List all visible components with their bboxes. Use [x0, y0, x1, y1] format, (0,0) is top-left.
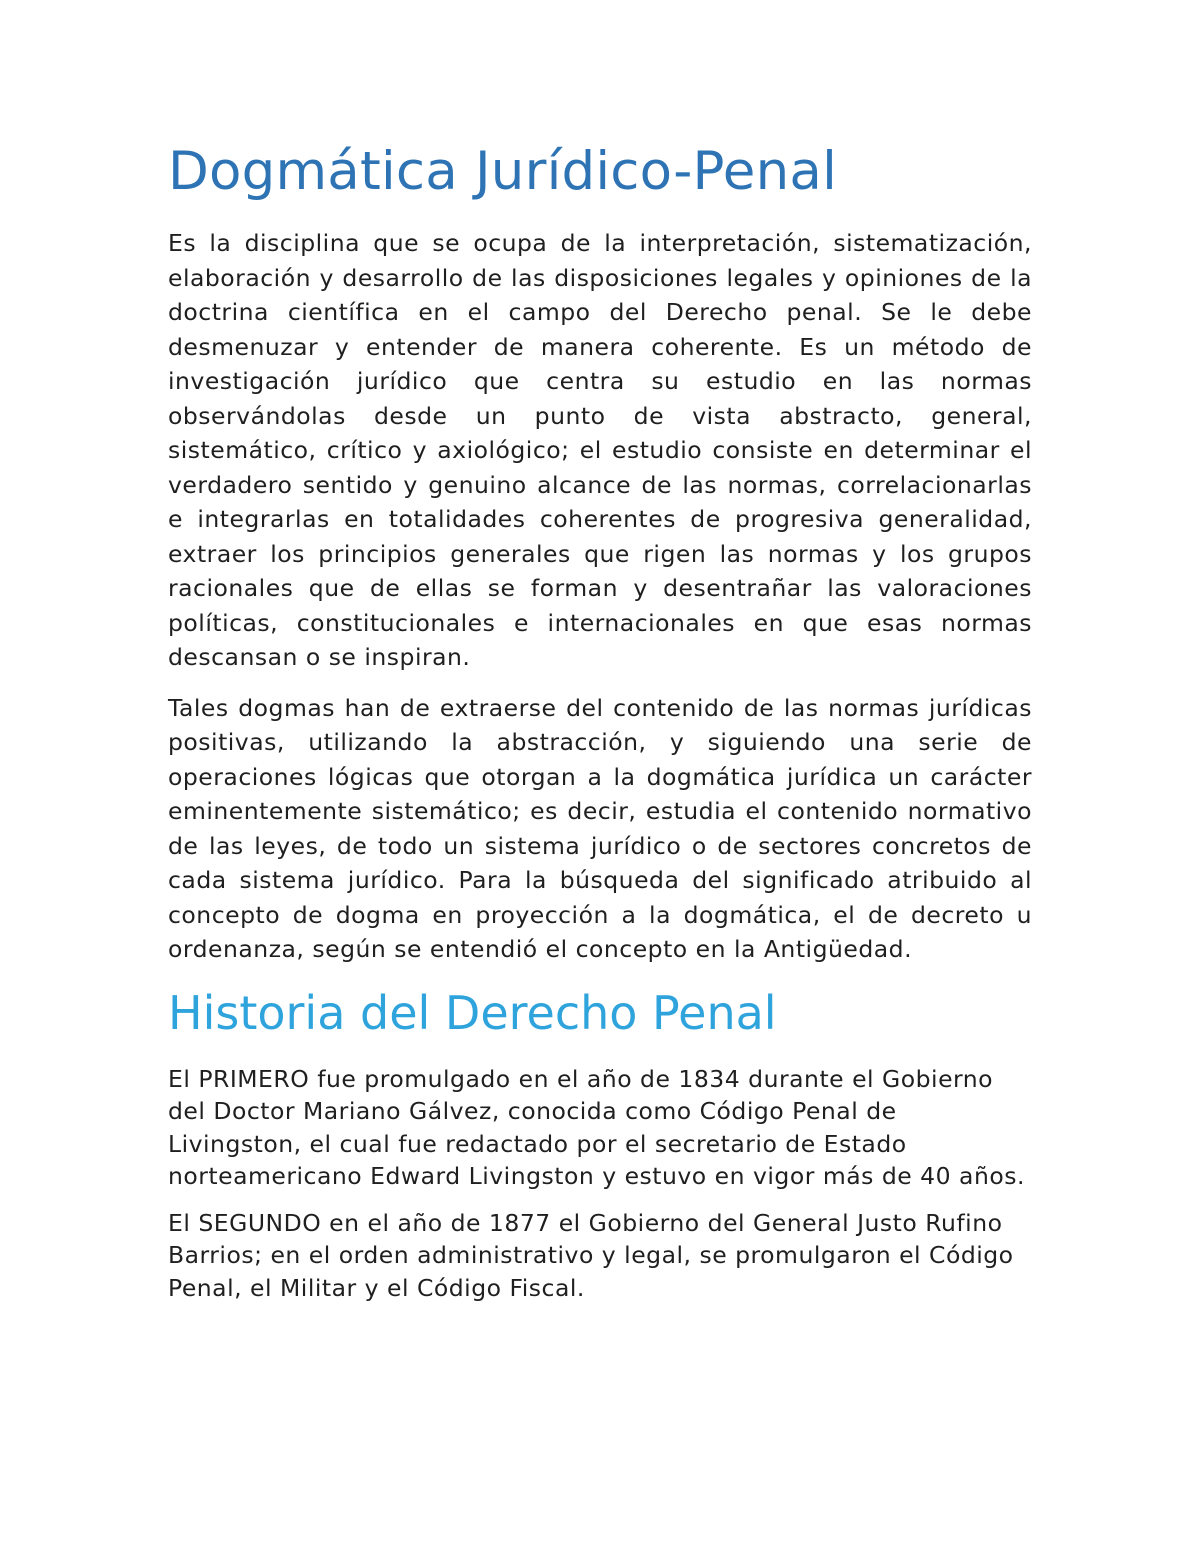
paragraph-primero: El PRIMERO fue promulgado en el año de 1834 durante el Gobierno del Doctor Mariano Gálvez, conocida como Código Penal de Livingston, el cual fue redactado por el secretario de Estado norteamericano Edward Livingston y estuvo en vigor más de 40 años. — [168, 1064, 1025, 1190]
section-title-historia: Historia del Derecho Penal — [168, 985, 777, 1040]
paragraph-segundo: El SEGUNDO en el año de 1877 el Gobierno del General Justo Rufino Barrios; en el orden administrativo y legal, se promulgaron el Código Penal, el Militar y el Código Fiscal. — [168, 1208, 1014, 1302]
section-title-dogmatica: Dogmática Jurídico-Penal — [168, 141, 838, 202]
paragraph-definicion: Es la disciplina que se ocupa de la interpretación, sistematización, elaboración y desarrollo de las disposiciones legales y opiniones de la doctrina científica en el campo del Derecho penal. Se le debe desmenuzar y entender de manera coherente. Es un método de investigación jurídico que centra su estudio en las normas observándolas desde un punto de vista abstracto, general, sistemático, crítico y axiológico; el estudio consiste en determinar el verdadero sentido y genuino alcance de las normas, correlacionarlas e integrarlas en totalidades coherentes de progresiva generalidad, extraer los principios generales que rigen las normas y los grupos racionales que de ellas se forman y desentrañar las valoraciones políticas, constitucionales e internacionales en que esas normas descansan o se inspiran. — [168, 229, 1032, 671]
paragraph-dogmas: Tales dogmas han de extraerse del contenido de las normas jurídicas positivas, utilizando la abstracción, y siguiendo una serie de operaciones lógicas que otorgan a la dogmática jurídica un carácter eminentemente sistemático; es decir, estudia el contenido normativo de las leyes, de todo un sistema jurídico o de sectores concretos de cada sistema jurídico. Para la búsqueda del significado atribuido al concepto de dogma en proyección a la dogmática, el de decreto u ordenanza, según se entendió el concepto en la Antigüedad. — [168, 693, 1032, 963]
document-page — [168, 140, 1032, 1318]
